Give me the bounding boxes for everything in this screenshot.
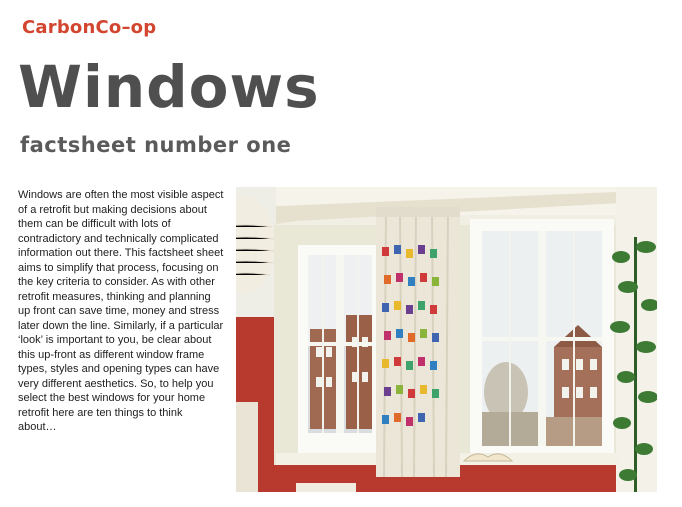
window-photo-illustration xyxy=(236,187,657,492)
intro-paragraph: Windows are often the most visible aspect of a retrofit but making decisions about them can be difficult with lots of contradictory and technically complicated information out there. This factsheet sheet aims to simplify that process, focusing on the key criteria to consider. As with other retrofit measures, thinking and planning up front can save time, money and stress later down the line. Similarly, if a particular ‘look’ is important to you, be clear about this up-front as different window frame types, styles and opening types can have very different aesthetics. So, to help you select the best windows for your home retrofit here are ten things to think about… xyxy=(18,189,224,433)
page-title: Windows xyxy=(18,53,320,121)
carbon-coop-logo: CarbonCo–op xyxy=(22,17,157,38)
window-photo xyxy=(236,187,657,492)
patterned-curtain xyxy=(376,207,460,477)
right-window xyxy=(470,219,614,463)
page-subtitle: factsheet number one xyxy=(20,133,292,157)
left-window xyxy=(298,245,378,453)
chair xyxy=(236,402,258,492)
